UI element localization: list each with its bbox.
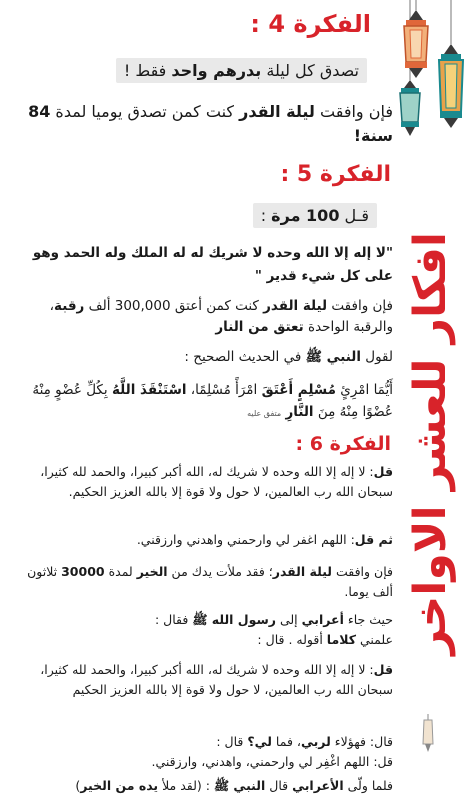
text: ؛ فقد ملأت يدك من xyxy=(167,564,273,579)
bold-text: لربي xyxy=(300,734,331,749)
text: كنت كمن أعتق 300,000 ألف xyxy=(84,298,264,314)
idea5-box-bold: 100 مرة xyxy=(271,206,340,225)
idea6-ending xyxy=(12,776,393,796)
bold-text: قل xyxy=(373,464,393,479)
bold-text: 30000 xyxy=(61,564,105,579)
orange-lantern-icon xyxy=(404,10,428,78)
text: في الحديث الصحيح : xyxy=(184,349,306,365)
bold-text: الخير xyxy=(136,564,168,579)
idea6-question xyxy=(12,732,393,772)
text: ) xyxy=(75,778,81,793)
idea6-dhikr-2 xyxy=(12,660,393,700)
bold-text: الأعرابي xyxy=(292,778,344,793)
text: حيث جاء xyxy=(343,612,393,627)
idea4-paragraph xyxy=(12,100,393,148)
bold-text: رقبة xyxy=(54,298,85,314)
text: : (لقد ملأ xyxy=(158,778,214,793)
bold-text: النبي ﷺ xyxy=(213,778,266,793)
text: : اللهم اغفر لي وارحمني واهدني وارزقني. xyxy=(136,532,355,547)
text: قل: اللهم اغْفِر لي وارحمني، واهدني، وارزقني. xyxy=(151,754,393,769)
text: أقوله . قال : xyxy=(257,632,327,647)
text: ، فما xyxy=(271,734,301,749)
idea4-highlight-box xyxy=(116,58,367,83)
bold-text: قل xyxy=(373,662,393,677)
idea5-box-end: : xyxy=(260,206,272,225)
small-teal-lantern-icon xyxy=(400,80,420,136)
idea6-story xyxy=(12,610,393,650)
bold-text: ثم قل xyxy=(354,532,393,547)
idea5-dhikr: "لا إله إلا الله وحده لا شريك له له الملك وله الحمد وهو على كل شيء قدير " xyxy=(32,245,393,284)
text: : لا إله إلا الله وحده لا شريك له، الله أكبر كبيرا، والحمد لله كثيرا، سبحان الله رب العالمين، لا حول ولا قوة إلا بالله العزيز الحكيم xyxy=(40,662,393,697)
text: كنت كمن تصدق يوميا لمدة xyxy=(50,102,240,121)
idea6-dua xyxy=(12,530,393,550)
idea4-heading: الفكرة 4 : xyxy=(250,10,371,38)
idea4-box-bold: بدرهم واحد xyxy=(171,61,262,80)
bold-text: تعتق من النار xyxy=(215,318,304,335)
text: قال xyxy=(265,778,293,793)
bold-text: لي؟ xyxy=(247,734,272,749)
text: قال : xyxy=(216,734,248,749)
idea5-paragraph-1 xyxy=(12,296,393,338)
small-lantern-icon xyxy=(421,714,435,754)
bold-text: النَّارِ xyxy=(285,403,314,420)
bold-text: 84 سنة! xyxy=(28,102,393,145)
bold-text: اسْتَنْقَذَ اللَّهُ xyxy=(111,382,187,398)
hadith-reference: متفق عليه xyxy=(247,408,282,418)
idea6-heading: الفكرة 6 : xyxy=(295,433,391,455)
text: فإن وافقت xyxy=(327,298,393,314)
text: فلما ولّى xyxy=(343,778,393,793)
idea5-heading: الفكرة 5 : xyxy=(280,162,391,187)
idea5-highlight-box xyxy=(253,203,377,228)
teal-lantern-icon xyxy=(439,44,463,128)
text: علمني xyxy=(356,632,393,647)
idea4-box-end: فقط ! xyxy=(123,61,172,80)
idea6-paragraph-reward xyxy=(12,562,393,602)
text: أَيُّمَا امْرِئٍ xyxy=(335,382,393,398)
text: ، والرقبة الواحدة xyxy=(49,298,393,335)
idea4-box-text: تصدق كل ليلة xyxy=(261,61,359,80)
text: فقال : xyxy=(154,612,193,627)
lanterns-decoration xyxy=(396,0,471,150)
text: لمدة xyxy=(104,564,137,579)
bold-text: النبي ﷺ xyxy=(305,349,361,365)
side-title: افكار للعشر الاواخر xyxy=(405,232,456,655)
text: بِكُلِّ عُضْوٍ مِنْهُ عُضْوًا مِنْهُ مِنَ xyxy=(32,382,393,420)
text: فإن وافقت xyxy=(314,102,393,121)
bold-text: كلاما xyxy=(326,632,356,647)
text: امْرَأً مُسْلِمًا، xyxy=(186,382,262,398)
text: : لا إله إلا الله وحده لا شريك له، الله أكبر كبيرا، والحمد لله كثيرا، سبحان الله رب العالمين، لا حول ولا قوة إلا بالله العزيز الحكيم. xyxy=(40,464,393,499)
bold-text: ليلة القدر xyxy=(239,102,315,121)
idea5-hadith xyxy=(12,380,393,423)
bold-text: يده من الخير xyxy=(80,778,159,793)
text: لقول xyxy=(360,349,393,365)
text: ثلاثون ألف يوما. xyxy=(27,564,393,599)
idea6-dhikr-1 xyxy=(12,462,393,502)
idea5-paragraph-2 xyxy=(12,348,393,368)
text: قال: فهؤلاء xyxy=(330,734,393,749)
text: فإن وافقت xyxy=(332,564,393,579)
idea5-box-text: قـل xyxy=(339,206,369,225)
bold-text: ليلة القدر xyxy=(263,298,328,314)
bold-text: ليلة القدر xyxy=(272,564,332,579)
bold-text: رسول الله ﷺ xyxy=(192,612,276,627)
bold-text: مُسْلِمٍ أَعْتَقَ xyxy=(261,382,336,398)
bold-text: أعرابي xyxy=(301,612,344,627)
text: إلى xyxy=(275,612,302,627)
